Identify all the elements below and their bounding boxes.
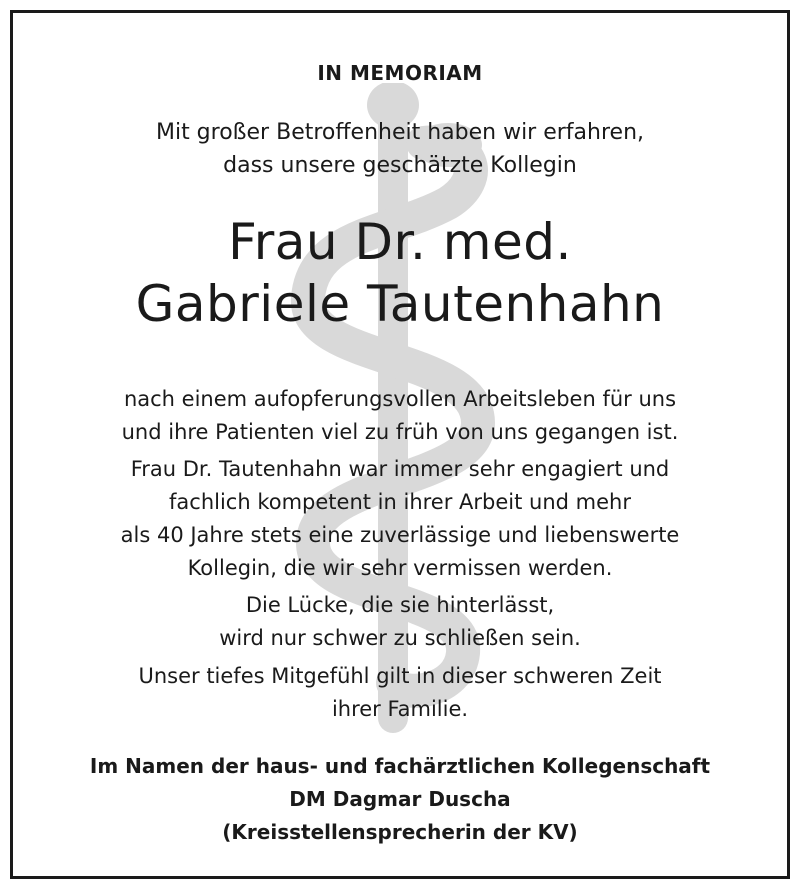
obituary-notice: [10, 10, 790, 879]
signature: [13, 750, 787, 849]
paragraph-line: Kollegin, die wir sehr vermissen werden.: [187, 556, 613, 580]
paragraph-line: Frau Dr. Tautenhahn war immer sehr engagiert und: [130, 457, 670, 481]
paragraph-line: wird nur schwer zu schließen sein.: [219, 626, 581, 650]
paragraph-line: ihrer Familie.: [331, 697, 469, 721]
signatory-name: DM Dagmar Duscha: [289, 787, 511, 811]
notice-heading: IN MEMORIAM: [317, 61, 483, 85]
paragraph-line: nach einem aufopferungsvollen Arbeitsleben für uns: [123, 387, 677, 411]
deceased-name: [13, 211, 787, 335]
paragraph-line: fachlich kompetent in ihrer Arbeit und mehr: [169, 490, 631, 514]
intro-line: Mit großer Betroffenheit haben wir erfahren,: [155, 120, 645, 145]
intro-line: dass unsere geschätzte Kollegin: [223, 153, 577, 178]
paragraph: [13, 589, 787, 655]
signatory-role: (Kreisstellensprecherin der KV): [222, 820, 578, 844]
paragraph: [13, 660, 787, 726]
paragraph-line: als 40 Jahre stets eine zuverlässige und liebenswerte: [120, 523, 680, 547]
paragraph-line: und ihre Patienten viel zu früh von uns gegangen ist.: [121, 420, 679, 444]
deceased-name-line: Frau Dr. med.: [228, 213, 572, 271]
paragraph-line: Unser tiefes Mitgefühl gilt in dieser schweren Zeit: [138, 664, 662, 688]
paragraph: [13, 453, 787, 585]
paragraph-line: Die Lücke, die sie hinterlässt,: [245, 593, 555, 617]
deceased-name-line: Gabriele Tautenhahn: [135, 275, 665, 333]
paragraph: [13, 383, 787, 449]
intro-text: [13, 116, 787, 182]
signature-line: Im Namen der haus- und fachärztlichen Kollegenschaft: [89, 754, 711, 778]
